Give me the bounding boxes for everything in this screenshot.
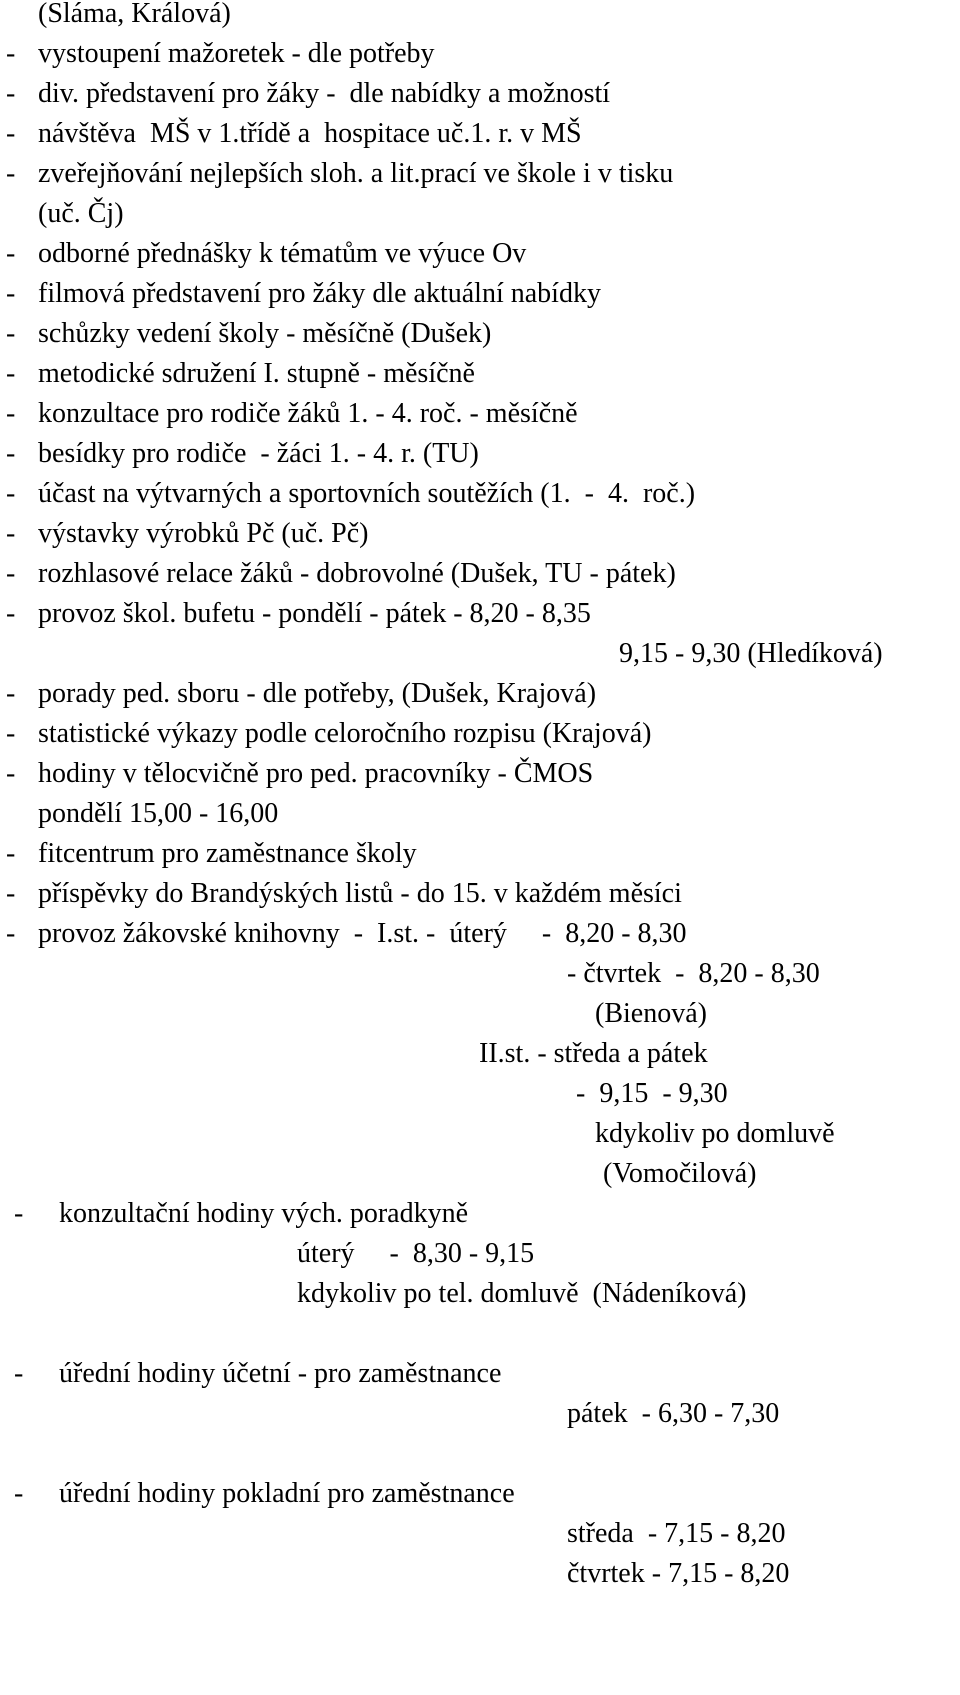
bullet-dash: - [6, 598, 16, 629]
bullet-dash: - [6, 78, 16, 109]
text-line: odborné přednášky k tématům ve výuce Ov [38, 238, 527, 269]
text-line: (Vomočilová) [603, 1158, 757, 1189]
text-line: fitcentrum pro zaměstnance školy [38, 838, 417, 869]
bullet-dash: - [14, 1358, 24, 1389]
bullet-dash: - [6, 478, 16, 509]
bullet-dash: - [6, 398, 16, 429]
text-line: provoz škol. bufetu - pondělí - pátek - 8,20 - 8,35 [38, 598, 591, 629]
bullet-dash: - [6, 238, 16, 269]
bullet-dash: - [14, 1198, 24, 1229]
text-line: metodické sdružení I. stupně - měsíčně [38, 358, 475, 389]
text-line: konzultace pro rodiče žáků 1. - 4. roč. - měsíčně [38, 398, 578, 429]
text-line: vystoupení mažoretek - dle potřeby [38, 38, 435, 69]
text-line: zveřejňování nejlepších sloh. a lit.prací ve škole i v tisku [38, 158, 674, 189]
text-line: - čtvrtek - 8,20 - 8,30 [567, 958, 820, 989]
text-line: filmová představení pro žáky dle aktuální nabídky [38, 278, 601, 309]
text-line: úterý - 8,30 - 9,15 [297, 1238, 535, 1269]
text-line: schůzky vedení školy - měsíčně (Dušek) [38, 318, 492, 349]
text-line: porady ped. sboru - dle potřeby, (Dušek, Krajová) [38, 678, 597, 709]
text-line: konzultační hodiny vých. poradkyně [59, 1198, 469, 1229]
text-line: kdykoliv po tel. domluvě (Nádeníková) [297, 1278, 747, 1309]
text-line: úřední hodiny pokladní pro zaměstnance [59, 1478, 515, 1509]
bullet-dash: - [6, 358, 16, 389]
text-line: rozhlasové relace žáků - dobrovolné (Dušek, TU - pátek) [38, 558, 676, 589]
text-line: (uč. Čj) [38, 198, 124, 229]
text-line: příspěvky do Brandýských listů - do 15. v každém měsíci [38, 878, 682, 909]
bullet-dash: - [6, 838, 16, 869]
bullet-dash: - [6, 278, 16, 309]
text-line: div. představení pro žáky - dle nabídky a možností [38, 78, 611, 109]
bullet-dash: - [6, 718, 16, 749]
bullet-dash: - [14, 1478, 24, 1509]
text-line: (Bienová) [595, 998, 707, 1029]
text-line: pátek - 6,30 - 7,30 [567, 1398, 780, 1429]
text-line: středa - 7,15 - 8,20 [567, 1518, 786, 1549]
text-line: pondělí 15,00 - 16,00 [38, 798, 279, 829]
text-line: 9,15 - 9,30 (Hledíková) [619, 638, 883, 669]
text-line: úřední hodiny účetní - pro zaměstnance [59, 1358, 502, 1389]
bullet-dash: - [6, 758, 16, 789]
bullet-dash: - [6, 318, 16, 349]
bullet-dash: - [6, 38, 16, 69]
bullet-dash: - [6, 118, 16, 149]
text-line: statistické výkazy podle celoročního rozpisu (Krajová) [38, 718, 652, 749]
bullet-dash: - [6, 878, 16, 909]
text-line: provoz žákovské knihovny - I.st. - úterý - 8,20 - 8,30 [38, 918, 687, 949]
text-line: kdykoliv po domluvě [595, 1118, 835, 1149]
text-line: výstavky výrobků Pč (uč. Pč) [38, 518, 369, 549]
text-line: - 9,15 - 9,30 [576, 1078, 728, 1109]
bullet-dash: - [6, 518, 16, 549]
text-line: čtvrtek - 7,15 - 8,20 [567, 1558, 790, 1589]
text-line: besídky pro rodiče - žáci 1. - 4. r. (TU) [38, 438, 479, 469]
text-line: návštěva MŠ v 1.třídě a hospitace uč.1. r. v MŠ [38, 118, 582, 149]
bullet-dash: - [6, 558, 16, 589]
bullet-dash: - [6, 918, 16, 949]
bullet-dash: - [6, 678, 16, 709]
bullet-dash: - [6, 158, 16, 189]
text-line: hodiny v tělocvičně pro ped. pracovníky - ČMOS [38, 758, 594, 789]
text-line: II.st. - středa a pátek [479, 1038, 708, 1069]
text-line: (Sláma, Králová) [38, 0, 231, 29]
bullet-dash: - [6, 438, 16, 469]
text-line: účast na výtvarných a sportovních soutěžích (1. - 4. roč.) [38, 478, 696, 509]
